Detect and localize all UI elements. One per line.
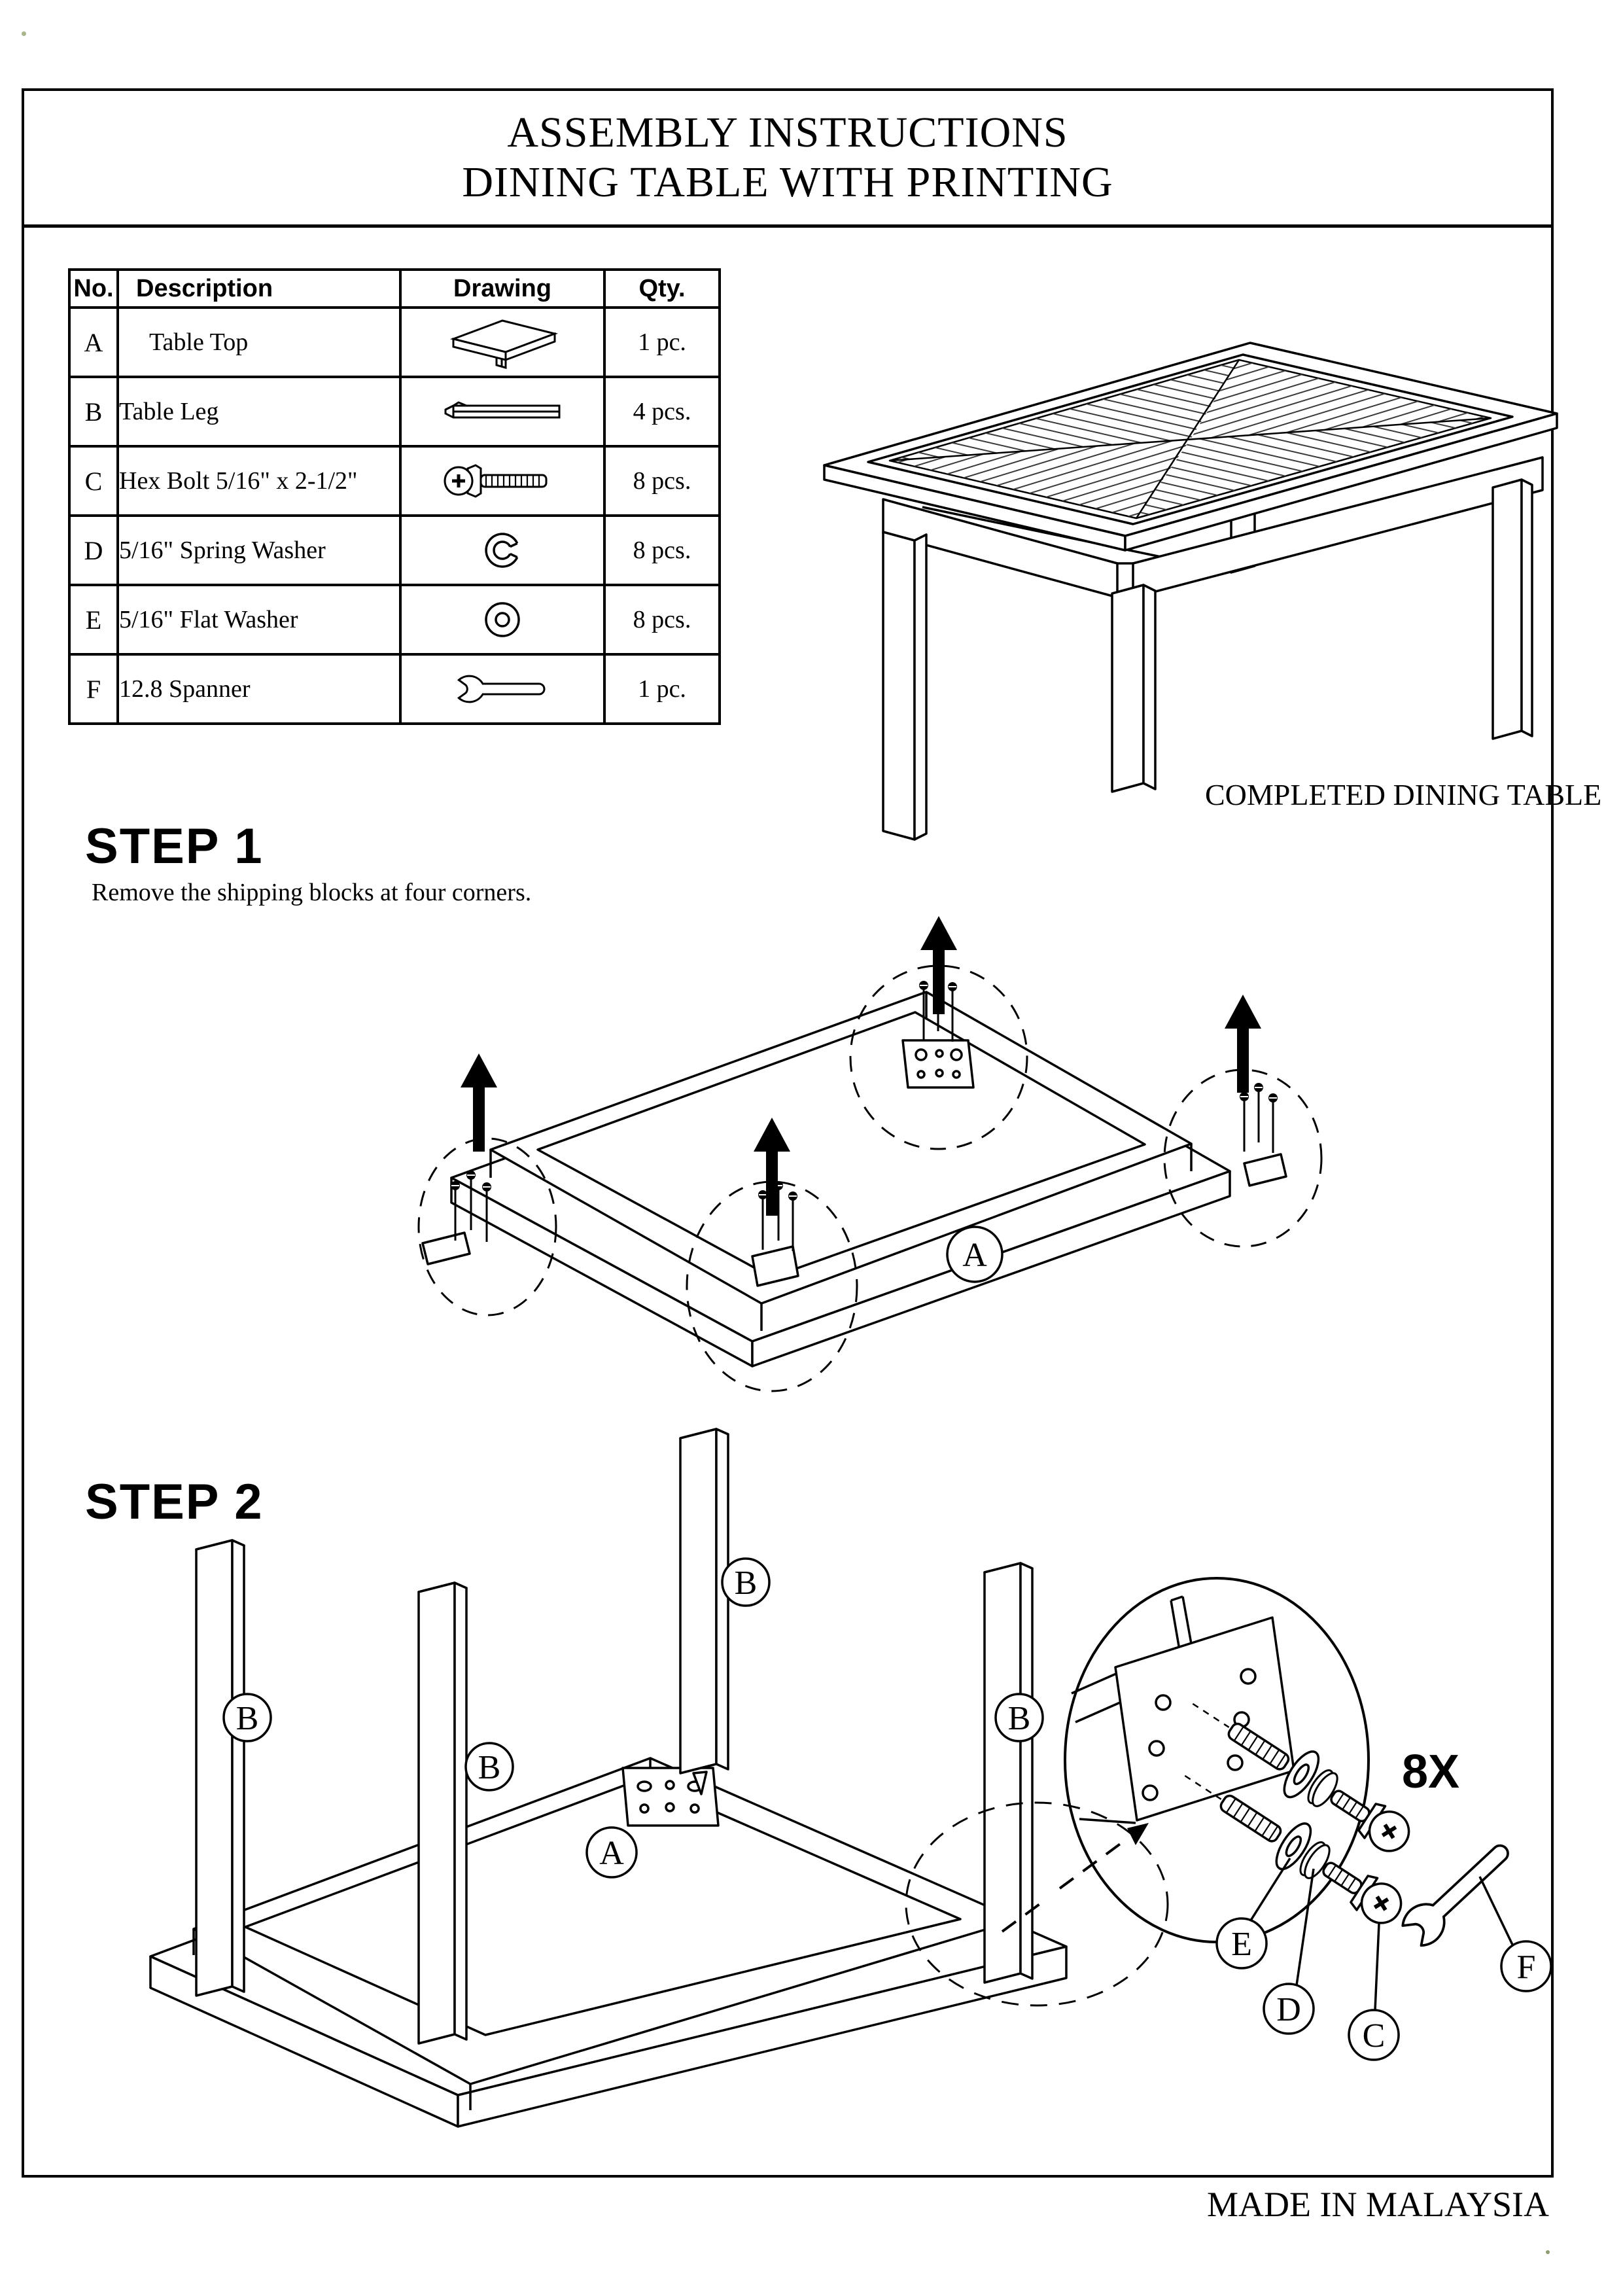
svg-text:A: A	[599, 1835, 624, 1872]
header-drawing: Drawing	[400, 270, 604, 308]
table-leg-b2	[419, 1583, 466, 2043]
part-qty: 8 pcs.	[604, 516, 720, 585]
table-leg-left	[883, 532, 926, 839]
table-leg-b4	[985, 1563, 1032, 1983]
table-leg-b1	[196, 1540, 244, 1996]
svg-text:C: C	[1362, 2017, 1386, 2055]
scan-artifact-dot	[22, 31, 26, 36]
flat-washer-icon	[434, 589, 571, 651]
table-leg-icon	[434, 381, 571, 443]
table-leg-front	[1112, 585, 1155, 792]
part-qty: 1 pc.	[604, 654, 720, 724]
hex-bolt-icon	[434, 450, 571, 512]
svg-text:A: A	[962, 1237, 987, 1274]
spring-washer-icon	[434, 520, 571, 582]
svg-text:B: B	[478, 1749, 501, 1786]
part-drawing	[400, 585, 604, 654]
part-description: Hex Bolt 5/16" x 2-1/2"	[118, 446, 400, 516]
header-description: Description	[118, 270, 400, 308]
part-description: Table Top	[118, 308, 400, 377]
part-drawing	[400, 308, 604, 377]
table-row	[69, 585, 720, 654]
step1-instruction: Remove the shipping blocks at four corners.	[92, 879, 532, 906]
part-no: A	[69, 308, 118, 377]
detail-corner-context	[1072, 1597, 1294, 1823]
part-no: E	[69, 585, 118, 654]
part-label-a	[947, 1227, 1002, 1282]
step2-heading: STEP 2	[85, 1474, 264, 1530]
svg-text:B: B	[1007, 1700, 1031, 1737]
shipping-block-right	[1240, 1083, 1286, 1186]
quantity-note: 8X	[1401, 1746, 1460, 1798]
part-no: D	[69, 516, 118, 585]
svg-text:B: B	[236, 1700, 259, 1737]
part-drawing	[400, 516, 604, 585]
parts-table	[68, 268, 721, 725]
scan-artifact-dot	[1546, 2250, 1550, 2254]
step1-illustration	[360, 890, 1341, 1413]
part-label-b3	[722, 1559, 769, 1606]
table-row	[69, 654, 720, 724]
page-title-line2: DINING TABLE WITH PRINTING	[462, 158, 1113, 206]
part-label-a	[587, 1828, 637, 1877]
completed-table-caption: COMPLETED DINING TABLE	[1205, 778, 1602, 811]
part-drawing	[400, 446, 604, 516]
table-leg-b3	[680, 1429, 728, 1794]
completed-table-illustration	[805, 291, 1570, 788]
part-drawing	[400, 654, 604, 724]
svg-text:B: B	[734, 1564, 758, 1602]
table-row	[69, 308, 720, 377]
table-row	[69, 377, 720, 446]
part-label-c	[1349, 1924, 1399, 2060]
part-no: B	[69, 377, 118, 446]
part-label-f	[1480, 1877, 1551, 1991]
part-no: C	[69, 446, 118, 516]
remove-arrow-left	[461, 1053, 497, 1152]
part-qty: 4 pcs.	[604, 377, 720, 446]
part-label-b2	[466, 1743, 513, 1790]
part-label-b1	[224, 1694, 271, 1741]
made-in-label: MADE IN MALAYSIA	[1207, 2185, 1550, 2224]
part-qty: 1 pc.	[604, 308, 720, 377]
svg-text:E: E	[1231, 1926, 1252, 1963]
header-qty: Qty.	[604, 270, 720, 308]
table-leg-right	[1493, 480, 1532, 739]
header-no: No.	[69, 270, 118, 308]
part-label-b4	[996, 1694, 1043, 1741]
spanner-tool	[1399, 1834, 1519, 1950]
part-no: F	[69, 654, 118, 724]
spanner-icon	[434, 658, 571, 720]
part-description: Table Leg	[118, 377, 400, 446]
step1-heading: STEP 1	[85, 819, 264, 874]
table-row	[69, 446, 720, 516]
part-qty: 8 pcs.	[604, 585, 720, 654]
part-label-e	[1217, 1858, 1290, 1968]
remove-arrow-right	[1225, 995, 1261, 1093]
part-label-d	[1264, 1869, 1314, 2034]
page-title-line1: ASSEMBLY INSTRUCTIONS	[507, 109, 1068, 156]
table-row	[69, 516, 720, 585]
svg-text:D: D	[1276, 1991, 1301, 2028]
svg-text:F: F	[1516, 1949, 1536, 1986]
part-qty: 8 pcs.	[604, 446, 720, 516]
title-block	[24, 91, 1551, 228]
parts-table-header-row	[69, 270, 720, 308]
part-drawing	[400, 377, 604, 446]
part-description: 5/16" Spring Washer	[118, 516, 400, 585]
part-description: 12.8 Spanner	[118, 654, 400, 724]
part-description: 5/16" Flat Washer	[118, 585, 400, 654]
table-top-icon	[434, 311, 571, 374]
step2-illustration	[92, 1407, 1583, 2140]
